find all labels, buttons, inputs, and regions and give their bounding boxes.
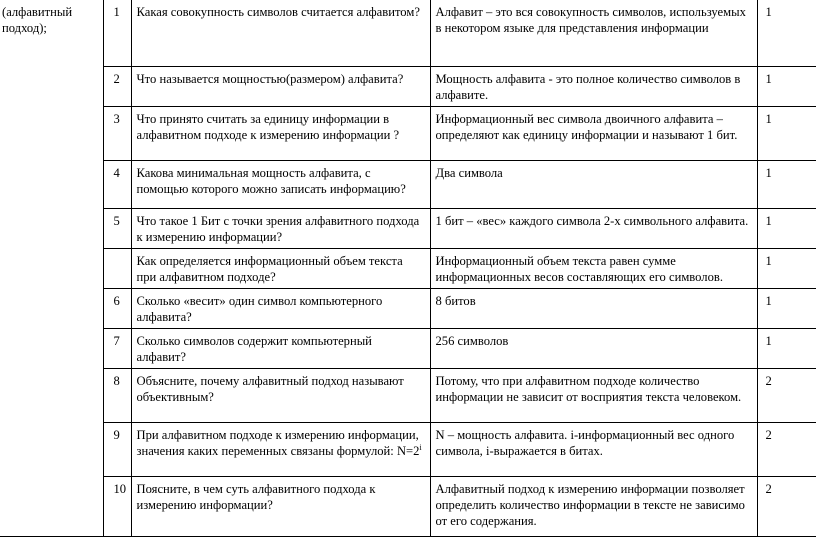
question-cell: Что принято считать за единицу информации в алфавитном подходе к измерению информации ?: [131, 106, 430, 160]
row-number: 2: [103, 66, 131, 106]
row-number: 9: [103, 422, 131, 476]
points-cell: 1: [757, 66, 816, 106]
points-cell: 2: [757, 422, 816, 476]
row-number: 7: [103, 328, 131, 368]
points-cell: 2: [757, 368, 816, 422]
points-cell: 2: [757, 476, 816, 536]
points-cell: 1: [757, 106, 816, 160]
table-row: [0, 160, 816, 208]
row-number: 4: [103, 160, 131, 208]
question-cell: Что называется мощностью(размером) алфавита?: [131, 66, 430, 106]
answer-cell: 8 битов: [430, 288, 757, 328]
table-row: [0, 476, 816, 536]
answer-cell: Алфавитный подход к измерению информации позволяет определить количество информации в тексте не зависимо от его содержания.: [430, 476, 757, 536]
row-number: 1: [103, 0, 131, 66]
table-row: [0, 248, 816, 288]
question-cell: Что такое 1 Бит с точки зрения алфавитного подхода к измерению информации?: [131, 208, 430, 248]
topic-cell: (алфавитный подход);: [0, 0, 103, 536]
answer-cell: N – мощность алфавита. i-информационный вес одного символа, i-выражается в битах.: [430, 422, 757, 476]
formula-exponent: i: [419, 442, 422, 452]
table-row: [0, 106, 816, 160]
question-text: При алфавитном подходе к измерению информации, значения каких переменных связаны формулой: N=2: [136, 427, 420, 458]
row-number: 10: [103, 476, 131, 536]
answer-cell: Мощность алфавита - это полное количество символов в алфавите.: [430, 66, 757, 106]
table-row: [0, 288, 816, 328]
points-cell: 1: [757, 288, 816, 328]
table-row: [0, 66, 816, 106]
question-cell: Какова минимальная мощность алфавита, с помощью которого можно записать информацию?: [131, 160, 430, 208]
row-number: 3: [103, 106, 131, 160]
row-number: 6: [103, 288, 131, 328]
question-cell: Сколько «весит» один символ компьютерного алфавита?: [131, 288, 430, 328]
answer-cell: Информационный вес символа двоичного алфавита – определяют как единицу информации и называют 1 бит.: [430, 106, 757, 160]
question-cell: Поясните, в чем суть алфавитного подхода к измерению информации?: [131, 476, 430, 536]
points-cell: 1: [757, 248, 816, 288]
question-cell: Сколько символов содержит компьютерный алфавит?: [131, 328, 430, 368]
table-row: [0, 368, 816, 422]
points-cell: 1: [757, 208, 816, 248]
row-number: 8: [103, 368, 131, 422]
question-cell: Как определяется информационный объем текста при алфавитном подходе?: [131, 248, 430, 288]
answer-cell: Информационный объем текста равен сумме информационных весов составляющих его символов.: [430, 248, 757, 288]
table-row: [0, 208, 816, 248]
question-cell: Какая совокупность символов считается алфавитом?: [131, 0, 430, 66]
points-cell: 1: [757, 0, 816, 66]
answer-cell: Два символа: [430, 160, 757, 208]
answer-cell: Алфавит – это вся совокупность символов, используемых в некотором языке для представления информации: [430, 0, 757, 66]
answer-cell: 1 бит – «вес» каждого символа 2-х символьного алфавита.: [430, 208, 757, 248]
table-row: [0, 0, 816, 66]
points-cell: 1: [757, 160, 816, 208]
points-cell: 1: [757, 328, 816, 368]
row-number: 5: [103, 208, 131, 248]
answer-cell: 256 символов: [430, 328, 757, 368]
answer-cell: Потому, что при алфавитном подходе количество информации не зависит от восприятия текста человеком.: [430, 368, 757, 422]
table-row: [0, 328, 816, 368]
question-cell: [131, 422, 430, 476]
row-number: [103, 248, 131, 288]
question-cell: Объясните, почему алфавитный подход называют объективным?: [131, 368, 430, 422]
table-row: [0, 422, 816, 476]
